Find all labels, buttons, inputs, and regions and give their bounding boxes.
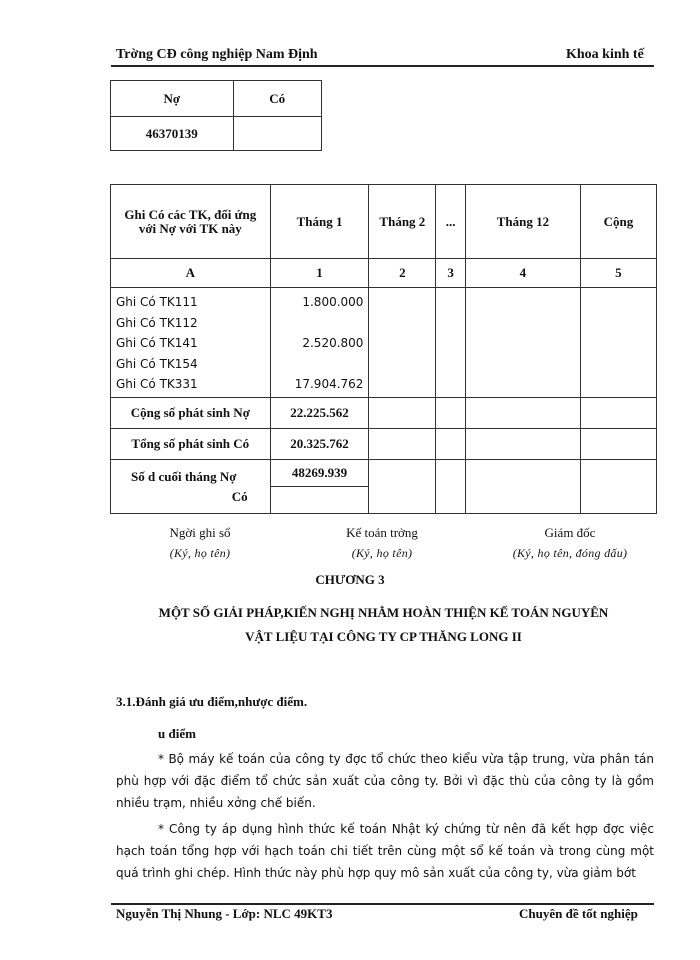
signature-director-role: Giám đốc xyxy=(544,525,596,540)
ledger-empty-cell xyxy=(436,398,466,429)
ledger-account: Ghi Có TK112 xyxy=(116,315,198,330)
ledger-empty-cell xyxy=(369,460,436,514)
closing-balance-value: 48269.939 xyxy=(270,460,369,487)
ledger-empty-cell xyxy=(436,288,466,398)
section-heading: 3.1.Đánh giá ưu điểm,nhược điểm. xyxy=(116,694,308,709)
ledger-amount xyxy=(271,354,364,375)
ledger-code-3: 3 xyxy=(436,259,466,288)
ledger-empty-cell xyxy=(466,460,581,514)
header-rule xyxy=(111,65,654,67)
ledger-empty-cell xyxy=(580,288,656,398)
ledger-empty-cell xyxy=(436,460,466,514)
total-debit-value: 22.225.562 xyxy=(270,398,369,429)
ledger-empty-cell xyxy=(580,429,656,460)
chapter-label: CHƯƠNG 3 xyxy=(315,572,385,587)
ledger-header-month2: Tháng 2 xyxy=(369,185,436,259)
closing-balance-credit-value xyxy=(270,487,369,514)
paragraph-1: * Bộ máy kế toán của công ty đợc tổ chức theo kiểu vừa tập trung, vừa phân tán phù hợp với đặc điểm tổ chức sản xuất của công ty. Bởi vì đặc thù của công ty là gồm nhiều trạm, nhiều xởng chế biến. xyxy=(116,752,654,810)
ledger-empty-cell xyxy=(466,398,581,429)
ledger-empty-cell xyxy=(466,429,581,460)
ledger-empty-cell xyxy=(580,460,656,514)
total-credit-value: 20.325.762 xyxy=(270,429,369,460)
ledger-empty-cell xyxy=(436,429,466,460)
signature-recorder-note: (Ký, họ tên) xyxy=(169,546,231,560)
closing-balance-label: Số d cuối tháng Nợ xyxy=(131,468,237,484)
signature-chief-accountant-note: (Ký, họ tên) xyxy=(351,546,413,560)
signature-director-note: (Ký, họ tên, đóng dấu) xyxy=(512,546,628,560)
chapter-title-line1: MỘT SỐ GIẢI PHÁP,KIẾN NGHỊ NHẰM HOÀN THIỆN KẾ TOÁN NGUYÊN xyxy=(158,605,609,620)
ledger-empty-cell xyxy=(466,288,581,398)
subsection-heading: u điểm xyxy=(158,726,196,741)
ledger-account: Ghi Có TK331 xyxy=(116,377,198,391)
balance-table xyxy=(110,80,322,151)
ledger-amount: 17.904.762 xyxy=(294,377,364,391)
total-debit-label: Cộng số phát sinh Nợ xyxy=(111,398,271,429)
ledger-header-total: Cộng xyxy=(580,185,656,259)
footer-doc-type: Chuyên đề tốt nghiệp xyxy=(519,906,638,921)
ledger-account: Ghi Có TK154 xyxy=(116,356,198,371)
footer-rule xyxy=(111,903,654,905)
paragraph-2: * Công ty áp dụng hình thức kế toán Nhật ký chứng từ nên đã kết hợp đợc việc hạch toán tổng hợp với hạch toán chi tiết trên cùng một sổ kế toán và trong cùng một quá trình ghi chép. Hình thức này phù hợp quy mô sản xuất của công ty, vừa giảm bớt xyxy=(116,822,654,880)
chapter-title-line2: VẬT LIỆU TẠI CÔNG TY CP THĂNG LONG II xyxy=(245,629,522,644)
ledger-code-1: 1 xyxy=(270,259,369,288)
signature-chief-accountant-role: Kế toán trởng xyxy=(346,525,418,540)
ledger-amount xyxy=(271,313,364,334)
ledger-code-5: 5 xyxy=(580,259,656,288)
closing-balance-credit-label: Có xyxy=(231,488,248,504)
ledger-empty-cell xyxy=(369,288,436,398)
ledger-account: Ghi Có TK141 xyxy=(116,336,198,350)
ledger-table xyxy=(110,184,657,514)
ledger-amount: 2.520.800 xyxy=(302,336,364,350)
ledger-code-a: A xyxy=(111,259,271,288)
ledger-month1-cell xyxy=(270,288,369,398)
header-faculty: Khoa kinh tế xyxy=(566,47,644,62)
balance-value-debit: 46370139 xyxy=(111,117,234,151)
ledger-code-2: 2 xyxy=(369,259,436,288)
header-school: Trờng CĐ công nghiệp Nam Định xyxy=(116,47,318,62)
footer-author: Nguyễn Thị Nhung - Lớp: NLC 49KT3 xyxy=(116,906,333,921)
ledger-empty-cell xyxy=(369,398,436,429)
balance-value-credit xyxy=(233,117,322,151)
ledger-account: Ghi Có TK111 xyxy=(116,295,198,309)
ledger-header-month1: Tháng 1 xyxy=(270,185,369,259)
ledger-empty-cell xyxy=(580,398,656,429)
closing-balance-label-cell xyxy=(111,460,271,514)
balance-header-debit: Nợ xyxy=(111,81,234,117)
balance-header-credit: Có xyxy=(233,81,322,117)
ledger-header-month12: Tháng 12 xyxy=(466,185,581,259)
ledger-code-4: 4 xyxy=(466,259,581,288)
signature-recorder-role: Ngời ghi sổ xyxy=(169,525,231,540)
ledger-empty-cell xyxy=(369,429,436,460)
ledger-accounts-cell xyxy=(111,288,271,398)
total-credit-label: Tổng số phát sinh Có xyxy=(111,429,271,460)
ledger-header-account: Ghi Có các TK, đối ứng với Nợ với TK này xyxy=(111,185,271,259)
ledger-amount: 1.800.000 xyxy=(302,295,364,309)
ledger-header-ellipsis: ... xyxy=(436,185,466,259)
